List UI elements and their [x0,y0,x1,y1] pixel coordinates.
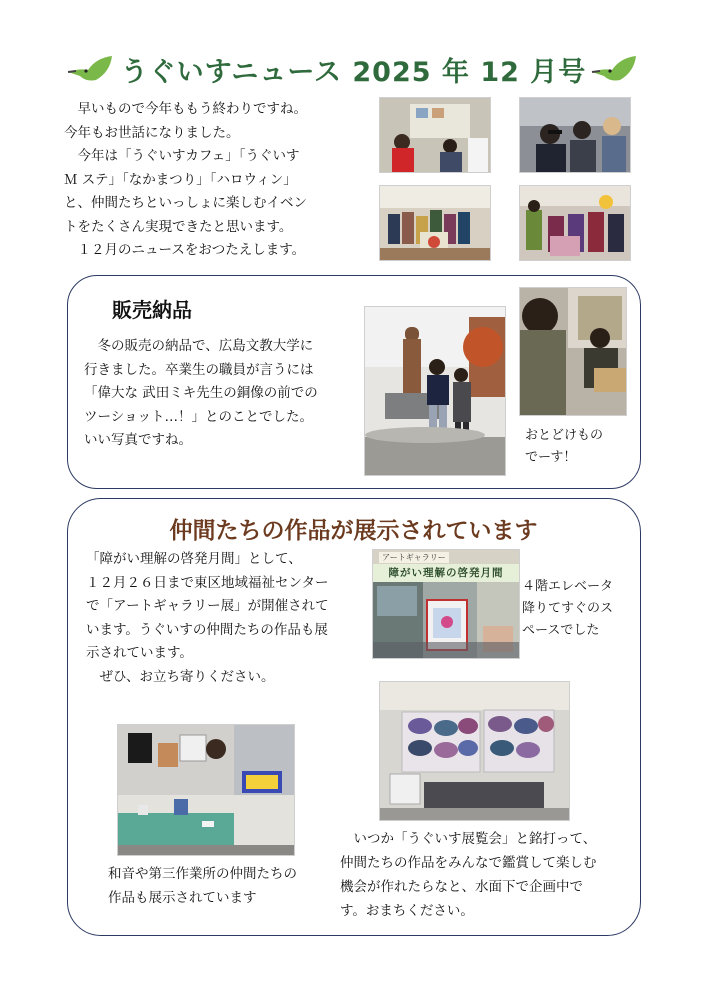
sales-line: ツーショット…！」とのことでした。 [84,408,313,425]
location-caption-line: ４階エレベータ [522,579,614,594]
workshop-caption-line: 作品も展示されています [108,890,257,906]
exhibit-line: います。うぐいすの仲間たちの作品も展 [86,621,328,638]
sales-line: 「偉大な 武田ミキ先生の銅像の前での [84,385,318,401]
intro-line: １２月のニュースをおつたえします。 [64,242,306,258]
intro-line: と、仲間たちといっしょに楽しむイベン [64,195,307,211]
gallery-entrance-photo [372,549,520,659]
exhibit-section-title: 仲間たちの作品が展示されています [169,518,538,544]
exhibit-text [86,548,366,689]
intro-text [64,98,364,263]
paintings-photo [379,681,570,821]
intro-line: 今年は「うぐいすカフェ」「うぐいす [64,148,300,164]
exhibit-line: で「アートギャラリー展」が開催されて [86,598,329,614]
sales-line: 冬の販売の納品で、広島文教大学に [84,338,314,354]
closing-line: す。おまちください。 [340,903,474,919]
sales-line: 行きました。卒業生の職員が言うには [84,361,314,378]
statue-photo [364,306,506,476]
workshop-caption-line: 和音や第三作業所の仲間たちの [108,866,297,882]
banner-small-text: アートギャラリー [379,552,449,563]
intro-line: トをたくさん実現できたと思います。 [64,218,293,235]
sales-section-title: 販売納品 [112,298,192,322]
closing-line: 仲間たちの作品をみんなで鑑賞して楽しむ [340,855,597,871]
exhibit-line: 「障がい理解の啓発月間」として、 [86,551,302,567]
event-photo-nakamatsuri [379,185,491,261]
event-photo-halloween [519,185,631,261]
exhibit-line: 示されています。 [86,645,193,661]
event-photo-mste [519,97,631,173]
delivery-photo [519,287,627,416]
intro-line: Ｍ ステ」「なかまつり」「ハロウィン」 [64,171,297,188]
closing-text [340,827,636,923]
workshop-caption [108,862,338,910]
intro-line: 今年もお世話になりました。 [64,124,240,141]
workshop-display-photo [117,724,295,856]
sales-line: いい写真ですね。 [84,432,192,448]
gallery-location-caption [522,576,632,642]
delivery-caption-line: おとどけもの [525,428,604,443]
location-caption-line: 降りてすぐのス [522,601,614,616]
exhibit-line: ぜひ、お立ち寄りください。 [86,668,275,685]
awareness-banner: 障がい理解の啓発月間 [373,564,519,582]
sales-text [84,335,354,453]
delivery-caption [525,425,635,469]
intro-line: 早いもので今年ももう終わりですね。 [64,101,307,117]
exhibit-line: １２月２６日まで東区地域福祉センター [86,574,329,591]
delivery-caption-line: でーす！ [525,450,577,465]
closing-line: 機会が作れたらなと、水面下で企画中で [340,879,583,895]
newsletter-title: うぐいすニュース 2025 年 12 月号 [120,57,587,88]
event-photo-cafe [379,97,491,173]
location-caption-line: ペースでした [522,623,600,638]
bird-right-icon [590,54,642,86]
closing-line: いつか「うぐいす展覧会」と銘打って、 [340,831,597,847]
